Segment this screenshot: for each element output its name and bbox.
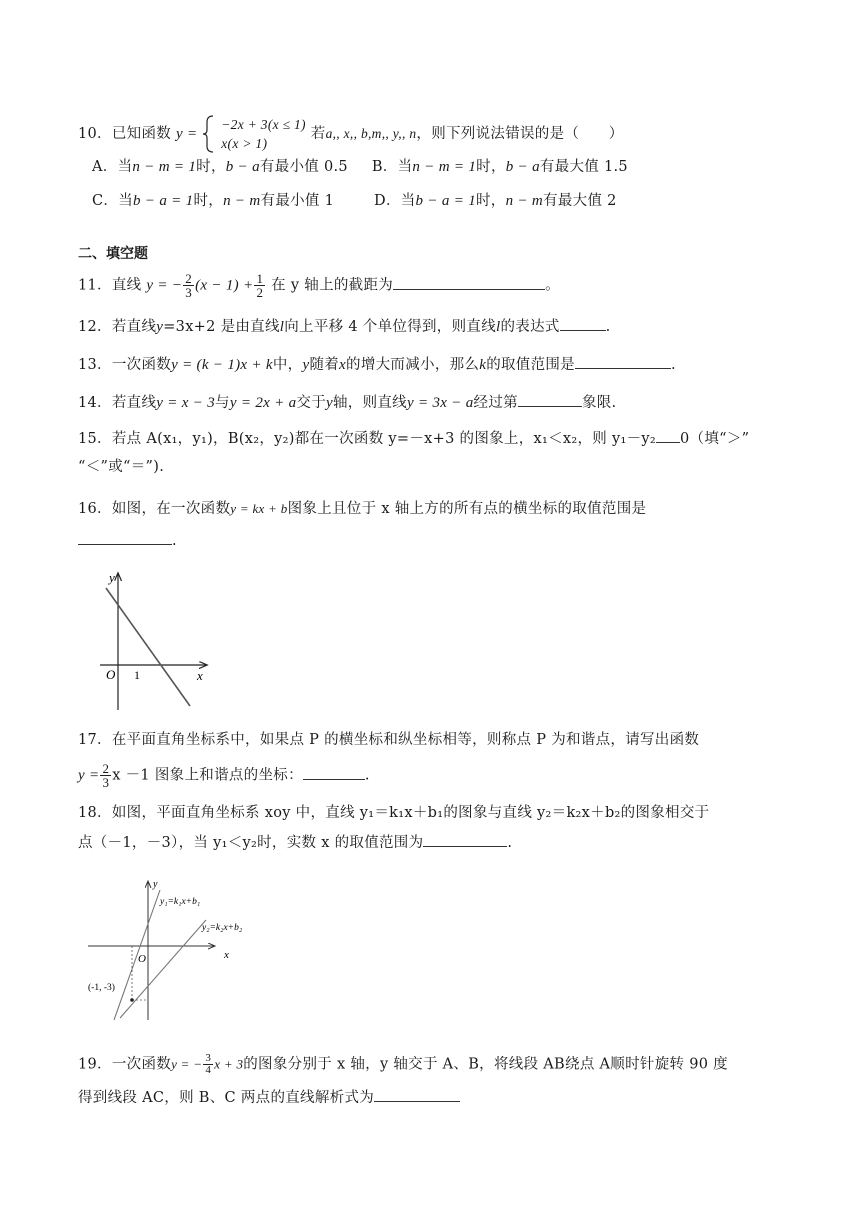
question-19-line-2: 得到线段 AC，则 B、C 两点的直线解析式为 <box>78 1087 460 1109</box>
question-19-line-1: 19．一次函数y = − $\frac{3}{4}$ x + 3的图象分别于 x 轴，y 轴交于 A、B，将线段 AB绕点 A顺时针旋转 90 度 <box>78 1052 728 1076</box>
answer-blank-12[interactable] <box>560 316 606 331</box>
question-10-options-cd <box>92 190 617 212</box>
question-10-tail: ，则下列说法错误的是（ ） <box>416 126 624 142</box>
question-10-mid: 若 <box>310 126 326 142</box>
figure-18-graph <box>86 876 266 1022</box>
question-14: 14．若直线y = x − 3与y = 2x + a交于y轴，则直线y = 3x − a经过第 象限. <box>78 392 616 414</box>
question-15-line-1: 15．若点 A(x₁，y₁)，B(x₂，y₂)都在一次函数 y=－x+3 的图象上，x₁＜x₂，则 y₁－y₂ 0（填“＞” <box>78 428 749 450</box>
origin-label: O <box>106 667 116 682</box>
figure-16-graph <box>100 566 212 714</box>
answer-blank-16[interactable] <box>78 530 172 545</box>
option-c[interactable]: C．当b − a = 1时，n − m有最小值 1 <box>92 193 335 209</box>
point-label: (-1, -3) <box>88 983 115 993</box>
x-axis-label: x <box>197 668 203 683</box>
question-10-options-ab <box>92 156 628 178</box>
line-y1 <box>114 890 160 1020</box>
answer-blank-13[interactable] <box>575 354 671 369</box>
origin-label: O <box>138 953 146 965</box>
fraction: $\frac{1}{2}$ <box>256 271 264 300</box>
left-brace-icon <box>202 114 216 154</box>
question-11: 11．直线 y = − $\frac{2}{3}$ (x − 1) + $\frac{1}{2}$ 在 y 轴上的截距为 。 <box>78 271 560 300</box>
line-y2-label: y₂=k₂x+b₂ <box>202 923 243 933</box>
answer-blank-19[interactable] <box>374 1087 460 1102</box>
question-17-line-1: 17．在平面直角坐标系中，如果点 P 的横坐标和纵坐标相等，则称点 P 为和谐点，请写出函数 <box>78 732 700 748</box>
question-15-line-2: “＜”或“＝”). <box>78 459 165 475</box>
question-10-lead: 10．已知函数 <box>78 126 172 142</box>
question-16-line-2: . <box>78 530 177 552</box>
answer-blank-17[interactable] <box>303 765 365 780</box>
fraction: $\frac{3}{4}$ <box>205 1052 212 1076</box>
answer-blank-11[interactable] <box>393 275 545 290</box>
piecewise-function <box>202 114 305 154</box>
piecewise-case-2: x(x > 1) <box>221 136 268 151</box>
function-y-symbol: y = <box>175 126 198 142</box>
tick-label-1: 1 <box>134 668 140 682</box>
answer-blank-18[interactable] <box>423 832 507 847</box>
piecewise-case-1: −2x + 3(x ≤ 1) <box>221 117 306 132</box>
intersection-point <box>130 998 134 1002</box>
option-b[interactable]: B．当n − m = 1时，b − a有最大值 1.5 <box>371 159 628 175</box>
y-axis-label: y <box>153 879 158 890</box>
x-axis-label: x <box>224 949 229 961</box>
question-18-line-2: 点（－1，－3），当 y₁＜y₂时，实数 x 的取值范围为 . <box>78 832 512 854</box>
y-axis-label: y <box>109 570 115 585</box>
line-y1-label: y₁=k₁x+b₁ <box>160 897 201 907</box>
answer-blank-14[interactable] <box>518 392 582 407</box>
fraction: $\frac{2}{3}$ <box>185 271 193 300</box>
question-12: 12．若直线y=3x+2 是由直线l向上平移 4 个单位得到，则直线l的表达式 . <box>78 316 611 338</box>
question-18-line-1: 18．如图，平面直角坐标系 xoy 中，直线 y₁＝k₁x＋b₁的图象与直线 y₂＝k₂x＋b₂的图象相交于 <box>78 805 710 821</box>
option-d[interactable]: D．当b − a = 1时，n − m有最大值 2 <box>374 193 617 209</box>
question-17-line-2: y = $\frac{2}{3}$ x －1 图象上和谐点的坐标： . <box>78 761 370 790</box>
fraction: $\frac{2}{3}$ <box>102 761 110 790</box>
question-13: 13．一次函数y = (k − 1)x + k中，y随着x的增大而减小，那么k的取值范围是 . <box>78 354 676 376</box>
question-10-vars: a,, x,, b,m,, y,, n <box>325 126 417 141</box>
answer-blank-15[interactable] <box>656 428 680 443</box>
section-heading: 二、填空题 <box>78 246 148 262</box>
line-y2 <box>120 920 206 1018</box>
question-10-stem <box>78 114 624 154</box>
question-16: 16．如图，在一次函数y = kx + b图象上且位于 x 轴上方的所有点的横坐标的取值范围是 <box>78 501 647 517</box>
option-a[interactable]: A．当n − m = 1时，b − a有最小值 0.5 <box>92 159 348 175</box>
